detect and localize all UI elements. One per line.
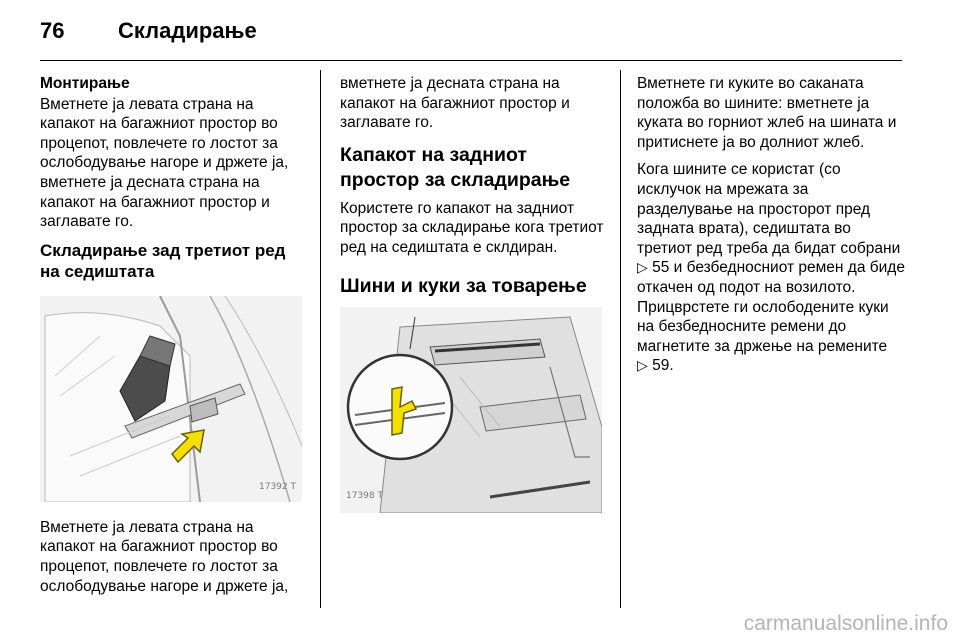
figure-code: 17398 T [346, 490, 383, 501]
watermark: carmanualsonline.info [743, 612, 948, 635]
heading-storage-cover: Капакот на задниот простор за складирање [340, 143, 571, 191]
column-3 [637, 74, 905, 384]
page-reference-1[interactable]: 55 [652, 259, 670, 277]
heading-rails: Шини и куки за товарење [340, 274, 587, 297]
triangle-right-outline-icon: ▷ [637, 357, 648, 374]
paragraph-hooks: Вметнете ги куките во саканата положба во шините: вметнете ја куката во горниот жлеб на шината и притиснете ја во долниот жлеб. [637, 75, 897, 151]
page-number: 76 [40, 18, 65, 43]
heading-mounting: Монтирање [40, 75, 130, 92]
header-rule [40, 60, 902, 61]
figure-rails-hooks [340, 307, 602, 513]
figure-cover-mounting [40, 296, 302, 502]
paragraph-storage-cover: Користете го капакот на задниот простор за складирање кога третиот ред на седиштата е склдиран. [340, 199, 604, 256]
column-2 [340, 74, 608, 529]
column-divider-1 [320, 70, 321, 608]
triangle-right-outline-icon: ▷ [637, 259, 648, 276]
page-header [40, 18, 257, 48]
chapter-title: Складирање [118, 18, 257, 43]
paragraph-rails-part-a: Кога шините се користат (со исклучок на мрежата за разделување на просторот пред задната врата), седиштата во третиот ред треба да бидат собрани [637, 161, 901, 257]
column-divider-2 [620, 70, 621, 608]
paragraph-rails [637, 160, 905, 376]
rails-hooks-illustration [340, 307, 602, 513]
cover-mounting-illustration [40, 296, 302, 502]
paragraph-rails-part-b: и безбедносниот ремен да биде откачен од подот на возилото. Прицврстете ги ослободените куки на безбедносните ремени до магнетите за држење на ремените [637, 259, 905, 355]
page-reference-2[interactable]: 59. [652, 357, 674, 375]
column-1 [40, 74, 308, 604]
paragraph-after-figure: Вметнете ја левата страна на капакот на багажниот простор во процепот, повлечете го лостот за ослободување нагоре и држете ја, [40, 518, 289, 595]
paragraph-mounting: Вметнете ја левата страна на капакот на багажниот простор во процепот, повлечете го лостот за ослободување нагоре и држете ја, вметнете ја десната страна на капакот на багажниот простор и заглавате го. [40, 95, 289, 231]
heading-third-row: Складирање зад третиот ред на седиштата [40, 240, 286, 281]
paragraph-continue: вметнете ја десната страна на капакот на багажниот простор и заглавате го. [340, 75, 570, 132]
figure-code: 17392 T [259, 482, 296, 493]
